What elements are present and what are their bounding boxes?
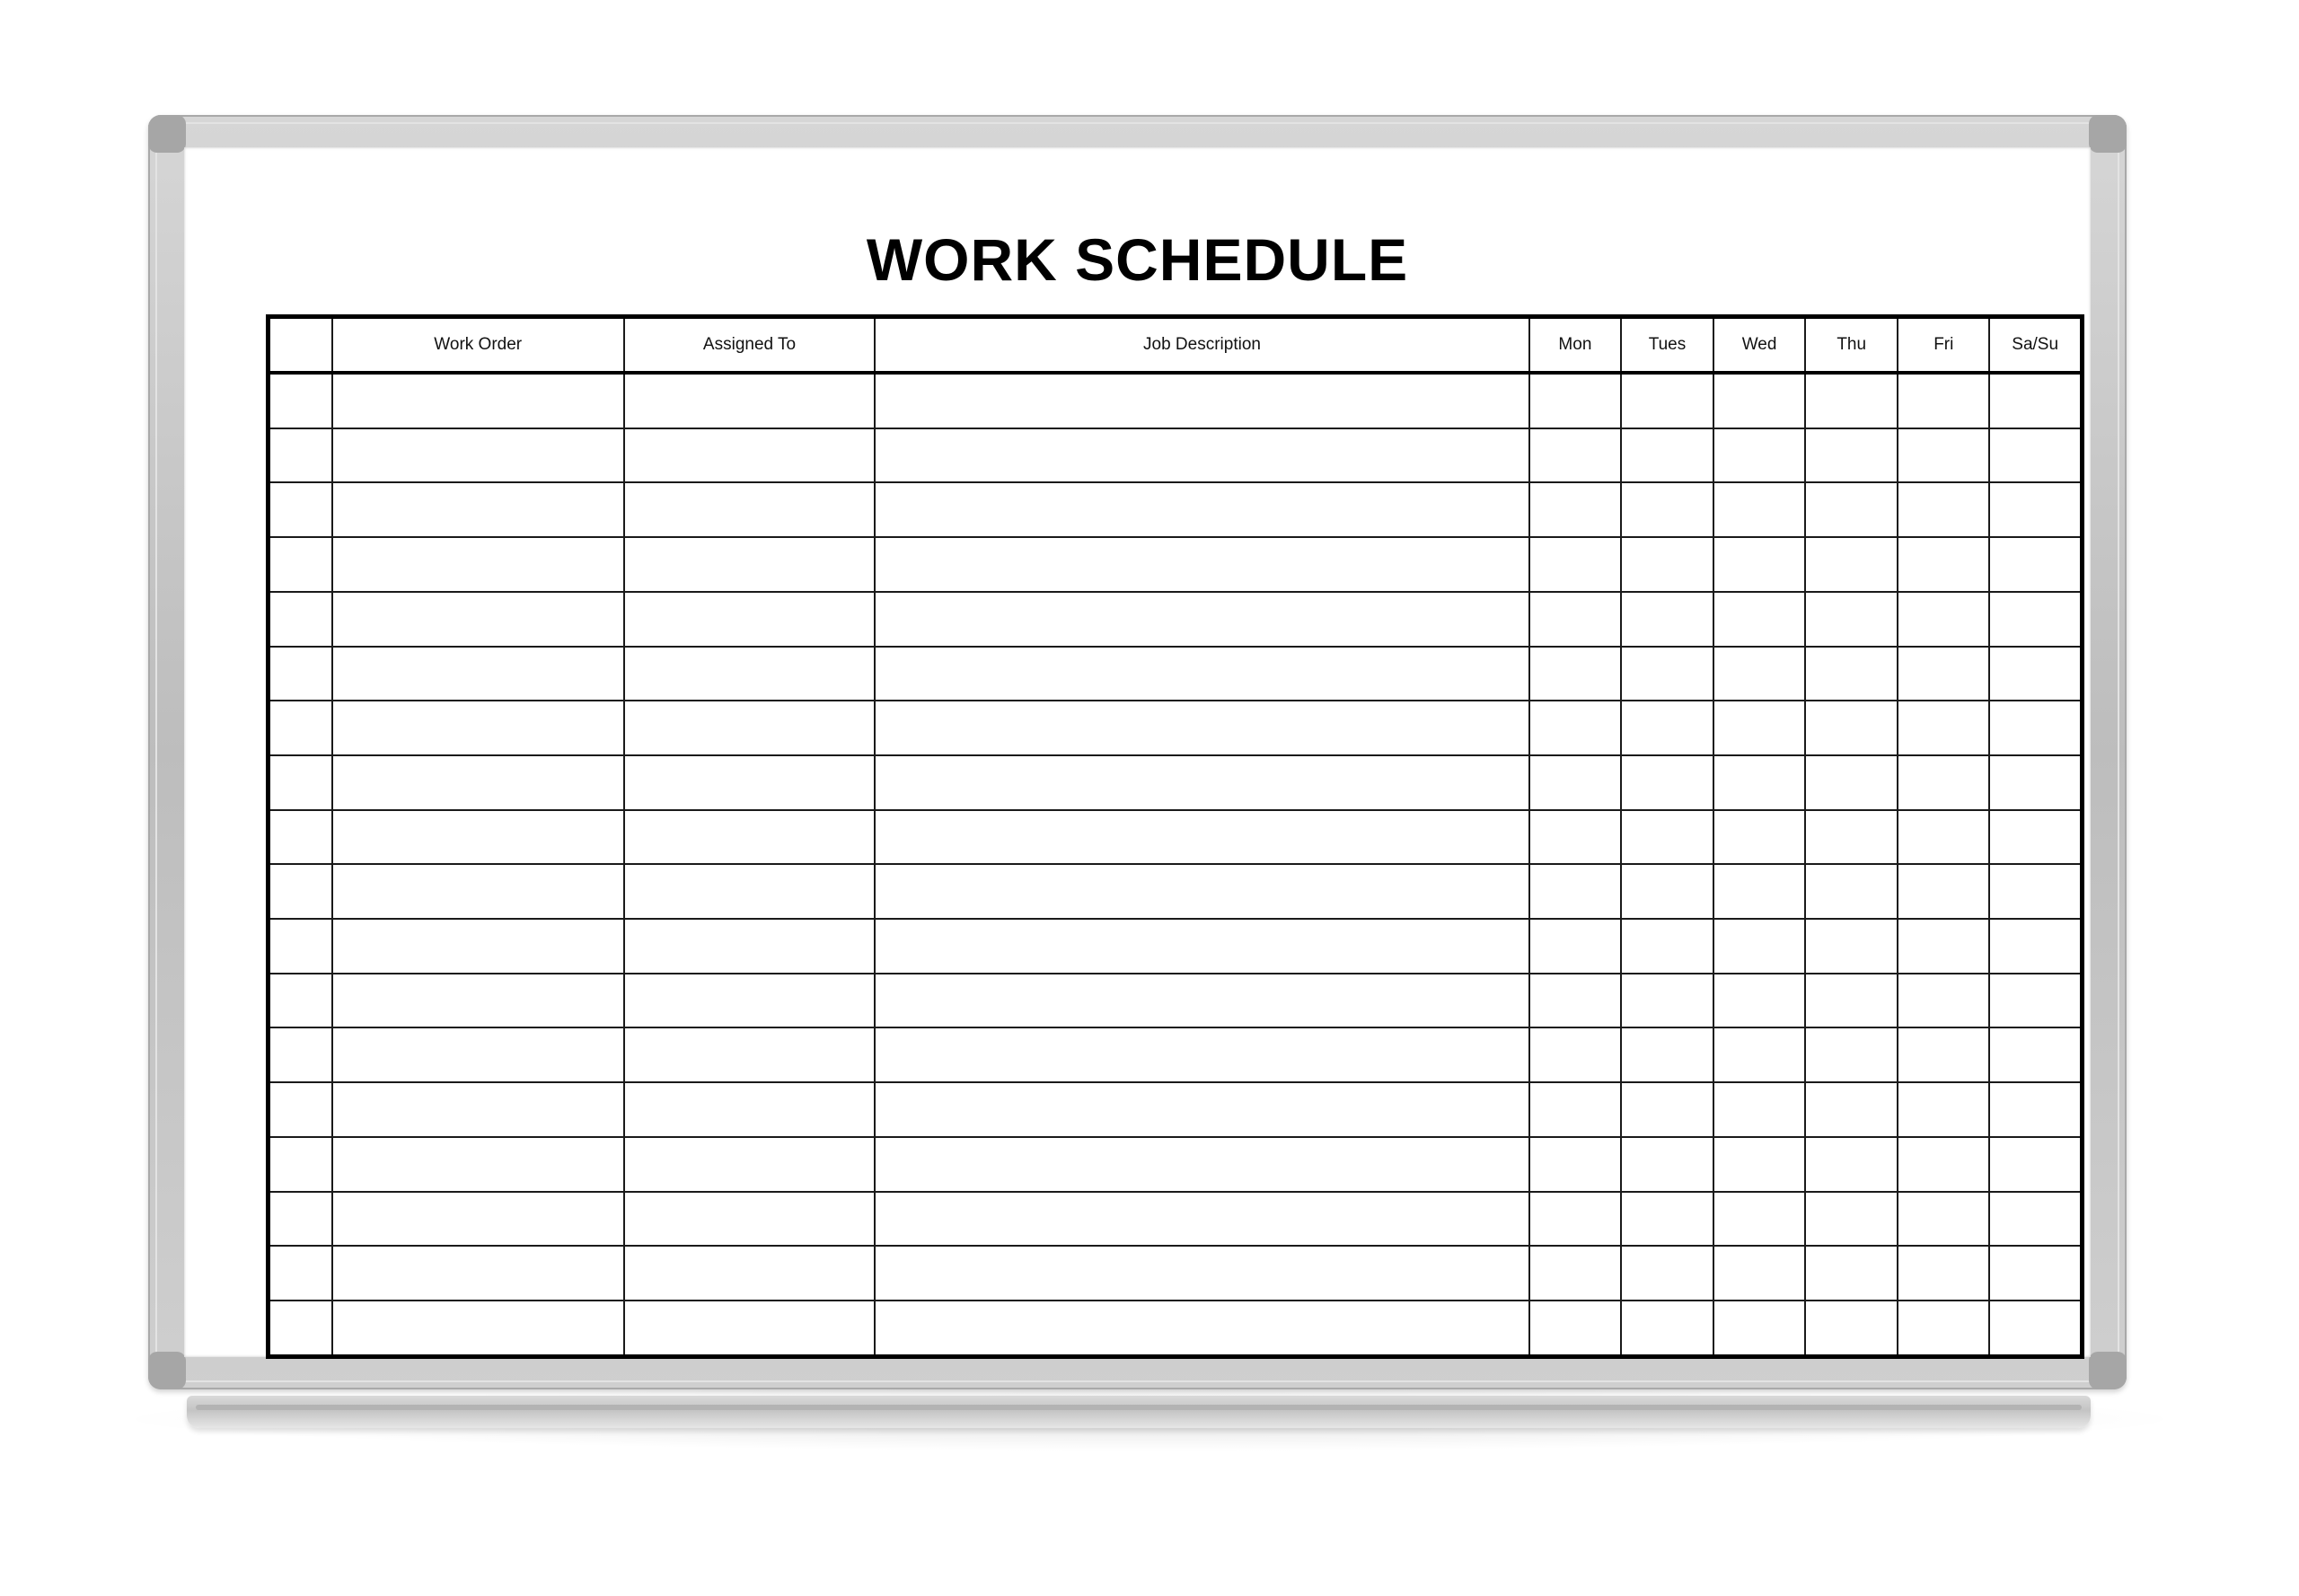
table-cell <box>1898 864 1989 919</box>
table-cell <box>1713 1246 1805 1301</box>
table-cell <box>269 537 332 592</box>
table-cell <box>269 1246 332 1301</box>
header-mon: Mon <box>1529 317 1621 374</box>
table-cell <box>1529 592 1621 647</box>
table-cell <box>332 592 624 647</box>
table-cell <box>1621 373 1713 428</box>
table-cell <box>269 919 332 974</box>
table-cell <box>1805 482 1898 537</box>
table-cell <box>875 974 1529 1028</box>
table-cell <box>875 1246 1529 1301</box>
table-cell <box>1713 701 1805 755</box>
table-cell <box>332 701 624 755</box>
table-cell <box>332 1137 624 1192</box>
table-cell <box>875 373 1529 428</box>
table-cell <box>269 864 332 919</box>
table-cell <box>624 373 875 428</box>
table-cell <box>1989 1082 2082 1137</box>
table-cell <box>269 647 332 701</box>
table-cell <box>1621 919 1713 974</box>
table-cell <box>1898 1246 1989 1301</box>
table-cell <box>1805 919 1898 974</box>
table-cell <box>1989 1301 2082 1357</box>
table-cell <box>1621 701 1713 755</box>
table-cell <box>269 810 332 865</box>
table-cell <box>1621 1027 1713 1082</box>
table-row <box>269 864 2083 919</box>
table-cell <box>875 1192 1529 1247</box>
table-cell <box>269 1082 332 1137</box>
table-cell <box>1529 701 1621 755</box>
header-index <box>269 317 332 374</box>
table-row <box>269 592 2083 647</box>
table-cell <box>1805 701 1898 755</box>
table-cell <box>1621 755 1713 810</box>
table-cell <box>332 755 624 810</box>
table-cell <box>269 1301 332 1357</box>
table-cell <box>1989 592 2082 647</box>
frame-corner-bottom-right <box>2089 1352 2127 1389</box>
table-cell <box>1898 428 1989 483</box>
table-cell <box>332 482 624 537</box>
table-cell <box>1805 373 1898 428</box>
table-cell <box>1713 428 1805 483</box>
table-cell <box>1713 482 1805 537</box>
board-title: WORK SCHEDULE <box>866 226 1409 293</box>
table-cell <box>624 974 875 1028</box>
schedule-rows <box>269 373 2083 1357</box>
table-cell <box>332 1301 624 1357</box>
table-cell <box>332 974 624 1028</box>
table-cell <box>1989 1137 2082 1192</box>
table-cell <box>1529 755 1621 810</box>
table-cell <box>1621 647 1713 701</box>
table-cell <box>1529 647 1621 701</box>
table-cell <box>1805 1301 1898 1357</box>
table-cell <box>269 974 332 1028</box>
table-cell <box>624 647 875 701</box>
table-cell <box>875 537 1529 592</box>
table-row <box>269 1137 2083 1192</box>
table-cell <box>1713 1137 1805 1192</box>
table-cell <box>624 482 875 537</box>
table-cell <box>875 482 1529 537</box>
table-row <box>269 1027 2083 1082</box>
table-cell <box>1898 482 1989 537</box>
header-sa-su: Sa/Su <box>1989 317 2082 374</box>
table-cell <box>624 864 875 919</box>
table-cell <box>1621 428 1713 483</box>
table-cell <box>1621 482 1713 537</box>
table-cell <box>1898 537 1989 592</box>
table-cell <box>1805 1137 1898 1192</box>
table-cell <box>332 1192 624 1247</box>
table-cell <box>332 1246 624 1301</box>
whiteboard-frame <box>148 115 2127 1389</box>
table-cell <box>269 701 332 755</box>
table-cell <box>1529 1301 1621 1357</box>
table-cell <box>875 1027 1529 1082</box>
table-cell <box>624 428 875 483</box>
table-cell <box>875 1301 1529 1357</box>
table-cell <box>1621 1192 1713 1247</box>
table-cell <box>875 1137 1529 1192</box>
table-row <box>269 1082 2083 1137</box>
table-cell <box>1805 428 1898 483</box>
schedule-grid <box>266 314 2084 1359</box>
table-row <box>269 919 2083 974</box>
table-cell <box>269 1192 332 1247</box>
table-cell <box>1805 537 1898 592</box>
table-row <box>269 755 2083 810</box>
table-cell <box>624 701 875 755</box>
table-cell <box>1805 974 1898 1028</box>
table-cell <box>1529 864 1621 919</box>
table-cell <box>1713 537 1805 592</box>
table-row <box>269 647 2083 701</box>
table-cell <box>875 592 1529 647</box>
table-cell <box>875 647 1529 701</box>
table-cell <box>1898 755 1989 810</box>
table-cell <box>1529 919 1621 974</box>
table-cell <box>1621 1301 1713 1357</box>
table-cell <box>1805 1246 1898 1301</box>
table-row <box>269 701 2083 755</box>
table-row <box>269 1301 2083 1357</box>
table-cell <box>1898 810 1989 865</box>
table-cell <box>875 755 1529 810</box>
table-cell <box>1713 592 1805 647</box>
table-cell <box>1989 647 2082 701</box>
table-cell <box>1529 1137 1621 1192</box>
table-cell <box>1898 1082 1989 1137</box>
table-cell <box>1989 919 2082 974</box>
table-cell <box>1713 1301 1805 1357</box>
table-cell <box>1713 755 1805 810</box>
table-cell <box>269 373 332 428</box>
table-cell <box>624 755 875 810</box>
table-cell <box>1621 974 1713 1028</box>
table-cell <box>1713 647 1805 701</box>
table-cell <box>1713 864 1805 919</box>
table-cell <box>875 1082 1529 1137</box>
table-cell <box>332 537 624 592</box>
table-cell <box>875 428 1529 483</box>
table-cell <box>1529 974 1621 1028</box>
table-cell <box>1989 1027 2082 1082</box>
table-cell <box>269 482 332 537</box>
table-cell <box>1898 1301 1989 1357</box>
table-cell <box>269 1027 332 1082</box>
table-cell <box>1713 810 1805 865</box>
table-cell <box>624 1246 875 1301</box>
table-cell <box>1713 1082 1805 1137</box>
table-cell <box>1898 974 1989 1028</box>
table-cell <box>1805 1027 1898 1082</box>
table-cell <box>1989 482 2082 537</box>
marker-tray <box>187 1396 2091 1428</box>
frame-corner-top-right <box>2089 115 2127 153</box>
table-cell <box>1621 864 1713 919</box>
header-fri: Fri <box>1898 317 1989 374</box>
table-cell <box>1898 1192 1989 1247</box>
table-cell <box>624 592 875 647</box>
table-cell <box>1805 864 1898 919</box>
table-cell <box>1529 1082 1621 1137</box>
table-cell <box>875 919 1529 974</box>
header-work-order: Work Order <box>332 317 624 374</box>
table-cell <box>1713 1027 1805 1082</box>
table-cell <box>332 647 624 701</box>
header-tues: Tues <box>1621 317 1713 374</box>
header-wed: Wed <box>1713 317 1805 374</box>
table-cell <box>1898 647 1989 701</box>
table-cell <box>1713 974 1805 1028</box>
whiteboard-surface <box>184 147 2091 1357</box>
table-cell <box>1898 1137 1989 1192</box>
header-assigned-to: Assigned To <box>624 317 875 374</box>
table-cell <box>1529 1246 1621 1301</box>
table-cell <box>624 810 875 865</box>
table-cell <box>1989 974 2082 1028</box>
header-thu: Thu <box>1805 317 1898 374</box>
table-row <box>269 482 2083 537</box>
table-cell <box>1898 373 1989 428</box>
table-cell <box>1805 592 1898 647</box>
table-row <box>269 974 2083 1028</box>
table-cell <box>332 1027 624 1082</box>
table-cell <box>624 1137 875 1192</box>
table-cell <box>875 810 1529 865</box>
frame-corner-bottom-left <box>148 1352 186 1389</box>
table-cell <box>332 1082 624 1137</box>
table-cell <box>269 592 332 647</box>
table-cell <box>332 810 624 865</box>
table-cell <box>332 428 624 483</box>
table-row <box>269 1246 2083 1301</box>
table-cell <box>1989 810 2082 865</box>
table-cell <box>624 1301 875 1357</box>
table-cell <box>1713 373 1805 428</box>
table-cell <box>1989 1192 2082 1247</box>
table-cell <box>1898 919 1989 974</box>
table-cell <box>1805 1082 1898 1137</box>
table-cell <box>1989 1246 2082 1301</box>
table-cell <box>624 1192 875 1247</box>
table-row <box>269 428 2083 483</box>
table-cell <box>332 919 624 974</box>
frame-corner-top-left <box>148 115 186 153</box>
table-cell <box>1621 1137 1713 1192</box>
table-cell <box>1529 1027 1621 1082</box>
table-cell <box>1898 592 1989 647</box>
table-cell <box>1805 755 1898 810</box>
table-cell <box>1713 919 1805 974</box>
table-row <box>269 537 2083 592</box>
table-cell <box>1989 864 2082 919</box>
table-cell <box>1713 1192 1805 1247</box>
table-cell <box>1529 482 1621 537</box>
table-cell <box>332 864 624 919</box>
table-cell <box>269 1137 332 1192</box>
table-cell <box>624 1027 875 1082</box>
table-cell <box>1621 592 1713 647</box>
table-cell <box>1621 1246 1713 1301</box>
table-cell <box>875 864 1529 919</box>
table-cell <box>1621 537 1713 592</box>
table-cell <box>1989 428 2082 483</box>
table-cell <box>1529 428 1621 483</box>
table-cell <box>269 428 332 483</box>
table-cell <box>1529 810 1621 865</box>
table-cell <box>1529 373 1621 428</box>
table-cell <box>332 373 624 428</box>
table-cell <box>1989 537 2082 592</box>
header-job-description: Job Description <box>875 317 1529 374</box>
table-cell <box>875 701 1529 755</box>
table-cell <box>1805 810 1898 865</box>
table-cell <box>269 755 332 810</box>
table-cell <box>1529 537 1621 592</box>
table-cell <box>1805 1192 1898 1247</box>
table-cell <box>1989 755 2082 810</box>
table-cell <box>1989 373 2082 428</box>
table-row <box>269 810 2083 865</box>
header-row <box>269 317 2083 374</box>
table-row <box>269 1192 2083 1247</box>
table-cell <box>1529 1192 1621 1247</box>
table-cell <box>1989 701 2082 755</box>
table-cell <box>624 537 875 592</box>
table-cell <box>1898 1027 1989 1082</box>
table-cell <box>1621 810 1713 865</box>
table-row <box>269 373 2083 428</box>
table-cell <box>624 1082 875 1137</box>
table-cell <box>1805 647 1898 701</box>
table-cell <box>1898 701 1989 755</box>
table-cell <box>1621 1082 1713 1137</box>
table-cell <box>624 919 875 974</box>
